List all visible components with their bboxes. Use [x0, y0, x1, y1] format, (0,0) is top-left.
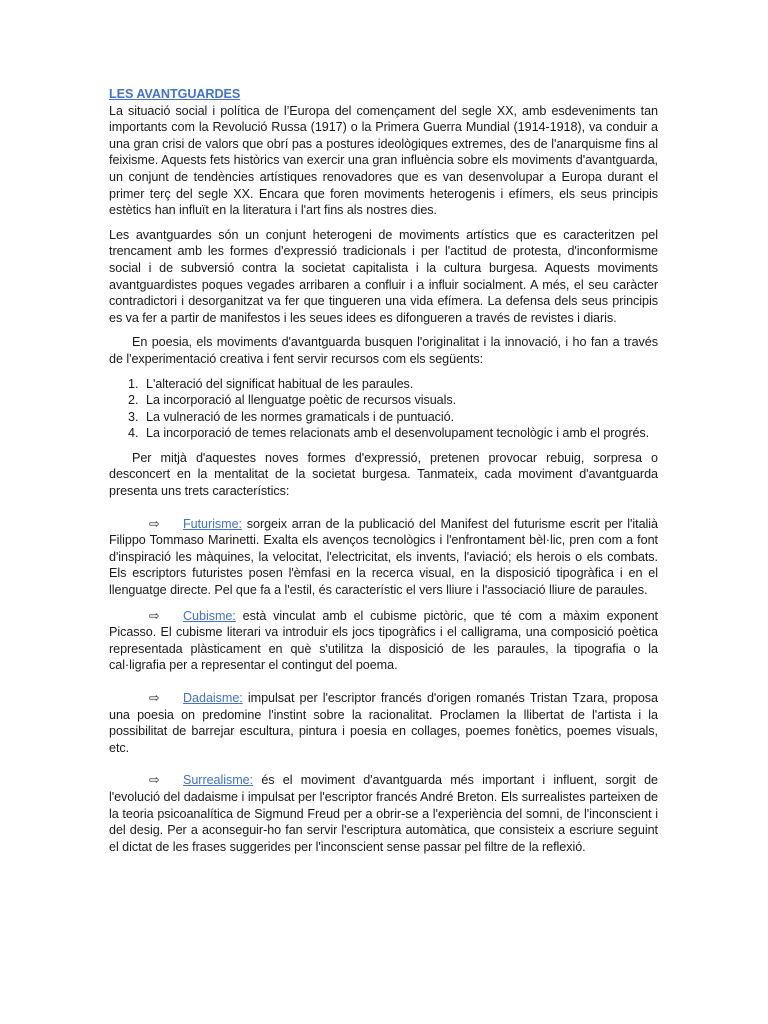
- resources-list: [109, 376, 658, 442]
- list-item-text: La incorporació de temes relacionats amb el desenvolupament tecnològic i amb el progrés.: [146, 426, 650, 441]
- list-item-number: 2.: [128, 393, 139, 408]
- expression-paragraph: Per mitjà d'aquestes noves formes d'expressió, pretenen provocar rebuig, sorpresa o desconcert en la mentalitat de la societat burgesa. Tanmateix, cada moviment d'avantguarda presenta uns trets característics:: [109, 450, 658, 499]
- movement-name[interactable]: Dadaisme:: [183, 691, 243, 705]
- list-item-text: La vulneració de les normes gramaticals i de puntuació.: [146, 409, 455, 424]
- movement-cubisme: [109, 608, 658, 674]
- movement-description: està vinculat amb el cubisme pictòric, que té com a màxim exponent Picasso. El cubisme literari va introduir els jocs tipogràfics i el calligrama, una composició poètica representada plàsticament en què s'utilitza la disposició de les paraules, la tipografia o la cal·ligrafia per a representar el contingut del poema.: [109, 608, 658, 673]
- definition-paragraph: Les avantguardes són un conjunt heterogeni de moviments artístics que es caracteritzen pel trencament amb les formes d'expressió tradicionals i per l'actitud de protesta, d'inconformisme social i de subversió contra la societat capitalista i la cultura burgesa. Aquests moviments avantguardistes poques vegades arribaren a confluir i a influir socialment. A més, el seu caràcter contradictori i desorganitzat va fer que tingueren una vida efímera. La defensa dels seus principis es va fer a partir de manifestos i les seues idees es difongueren a través de revistes i diaris.: [109, 227, 658, 325]
- arrow-right-icon: ⇨: [149, 608, 160, 623]
- movement-surrealisme: [109, 772, 658, 855]
- movement-name[interactable]: Futurisme:: [183, 516, 242, 531]
- list-item: [109, 409, 658, 426]
- list-item: [109, 425, 658, 442]
- movement-name[interactable]: Surrealisme:: [183, 773, 254, 788]
- arrow-right-icon: ⇨: [149, 516, 160, 531]
- list-item-text: La incorporació al llenguatge poètic de recursos visuals.: [146, 393, 457, 408]
- arrow-right-icon: ⇨: [149, 773, 160, 788]
- movement-description: és el moviment d'avantguarda més important i influent, sorgit de l'evolució del dadaisme i impulsat per l'escriptor francés André Breton. Els surrealistes parteixen de la teoria psicoanalítica de Sigmund Freud per a obrir-se a l'experiència del somni, de l'inconscient i del desig. Per a aconseguir-ho fan servir l'escriptura automàtica, que consisteix a escriure seguint el dictat de les frases suggerides per l'inconscient sense passar pel filtre de la reflexió.: [109, 773, 658, 854]
- list-item: [109, 376, 658, 393]
- document-page: [109, 86, 658, 855]
- intro-paragraph: La situació social i política de l’Europa del començament del segle XX, amb esdeveniments tan importants com la Revolució Russa (1917) o la Primera Guerra Mundial (1914-1918), va conduir a una gran crisi de valors que obrí pas a postures ideològiques extremes, des de l'anarquisme fins al feixisme. Aquests fets històrics van exercir una gran influència sobre els moviments d'avantguarda, un conjunt de tendències artístiques renovadores que es van desenvolupar a Europa durant el primer terç del segle XX. Encara que foren moviments heterogenis i efímers, els seus principis estètics han influït en la literatura i l'art fins als nostres dies.: [109, 103, 658, 218]
- movement-dadaisme: [109, 690, 658, 756]
- list-item-number: 1.: [128, 376, 139, 391]
- page-title: LES AVANTGUARDES: [109, 87, 241, 101]
- movement-description: impulsat per l'escriptor francés d'origen romanés Tristan Tzara, proposa una poesia on predomine l'instint sobre la racionalitat. Proclamen la llibertat de l'artista i la possibilitat de barrejar escultura, pintura i poesia en collages, poemes fonètics, poemes visuals, etc.: [109, 691, 658, 755]
- movement-description: sorgeix arran de la publicació del Manifest del futurisme escrit per l'italià Filippo Tommaso Marinetti. Exalta els avenços tecnològics i l'enfrontament bèl·lic, pren com a font d'inspiració les màquines, la velocitat, l'electricitat, els invents, l'aviació; els herois o els combats. Els escriptors futuristes posen l'èmfasi en la recerca visual, en la disposició tipogràfica i en el llenguatge directe. Pel que fa a l'estil, és característic el vers lliure i l'associació lliure de paraules.: [109, 516, 658, 598]
- movement-futurisme: [109, 516, 658, 599]
- list-item-number: 3.: [128, 409, 139, 424]
- movement-name[interactable]: Cubisme:: [183, 608, 236, 623]
- list-item: [109, 392, 658, 409]
- arrow-right-icon: ⇨: [149, 691, 160, 705]
- poetry-paragraph: En poesia, els moviments d'avantguarda busquen l'originalitat i la innovació, i ho fan a través de l'experimentació creativa i fent servir recursos com els següents:: [109, 335, 658, 366]
- list-item-text: L'alteració del significat habitual de les paraules.: [146, 376, 414, 391]
- list-item-number: 4.: [128, 426, 139, 441]
